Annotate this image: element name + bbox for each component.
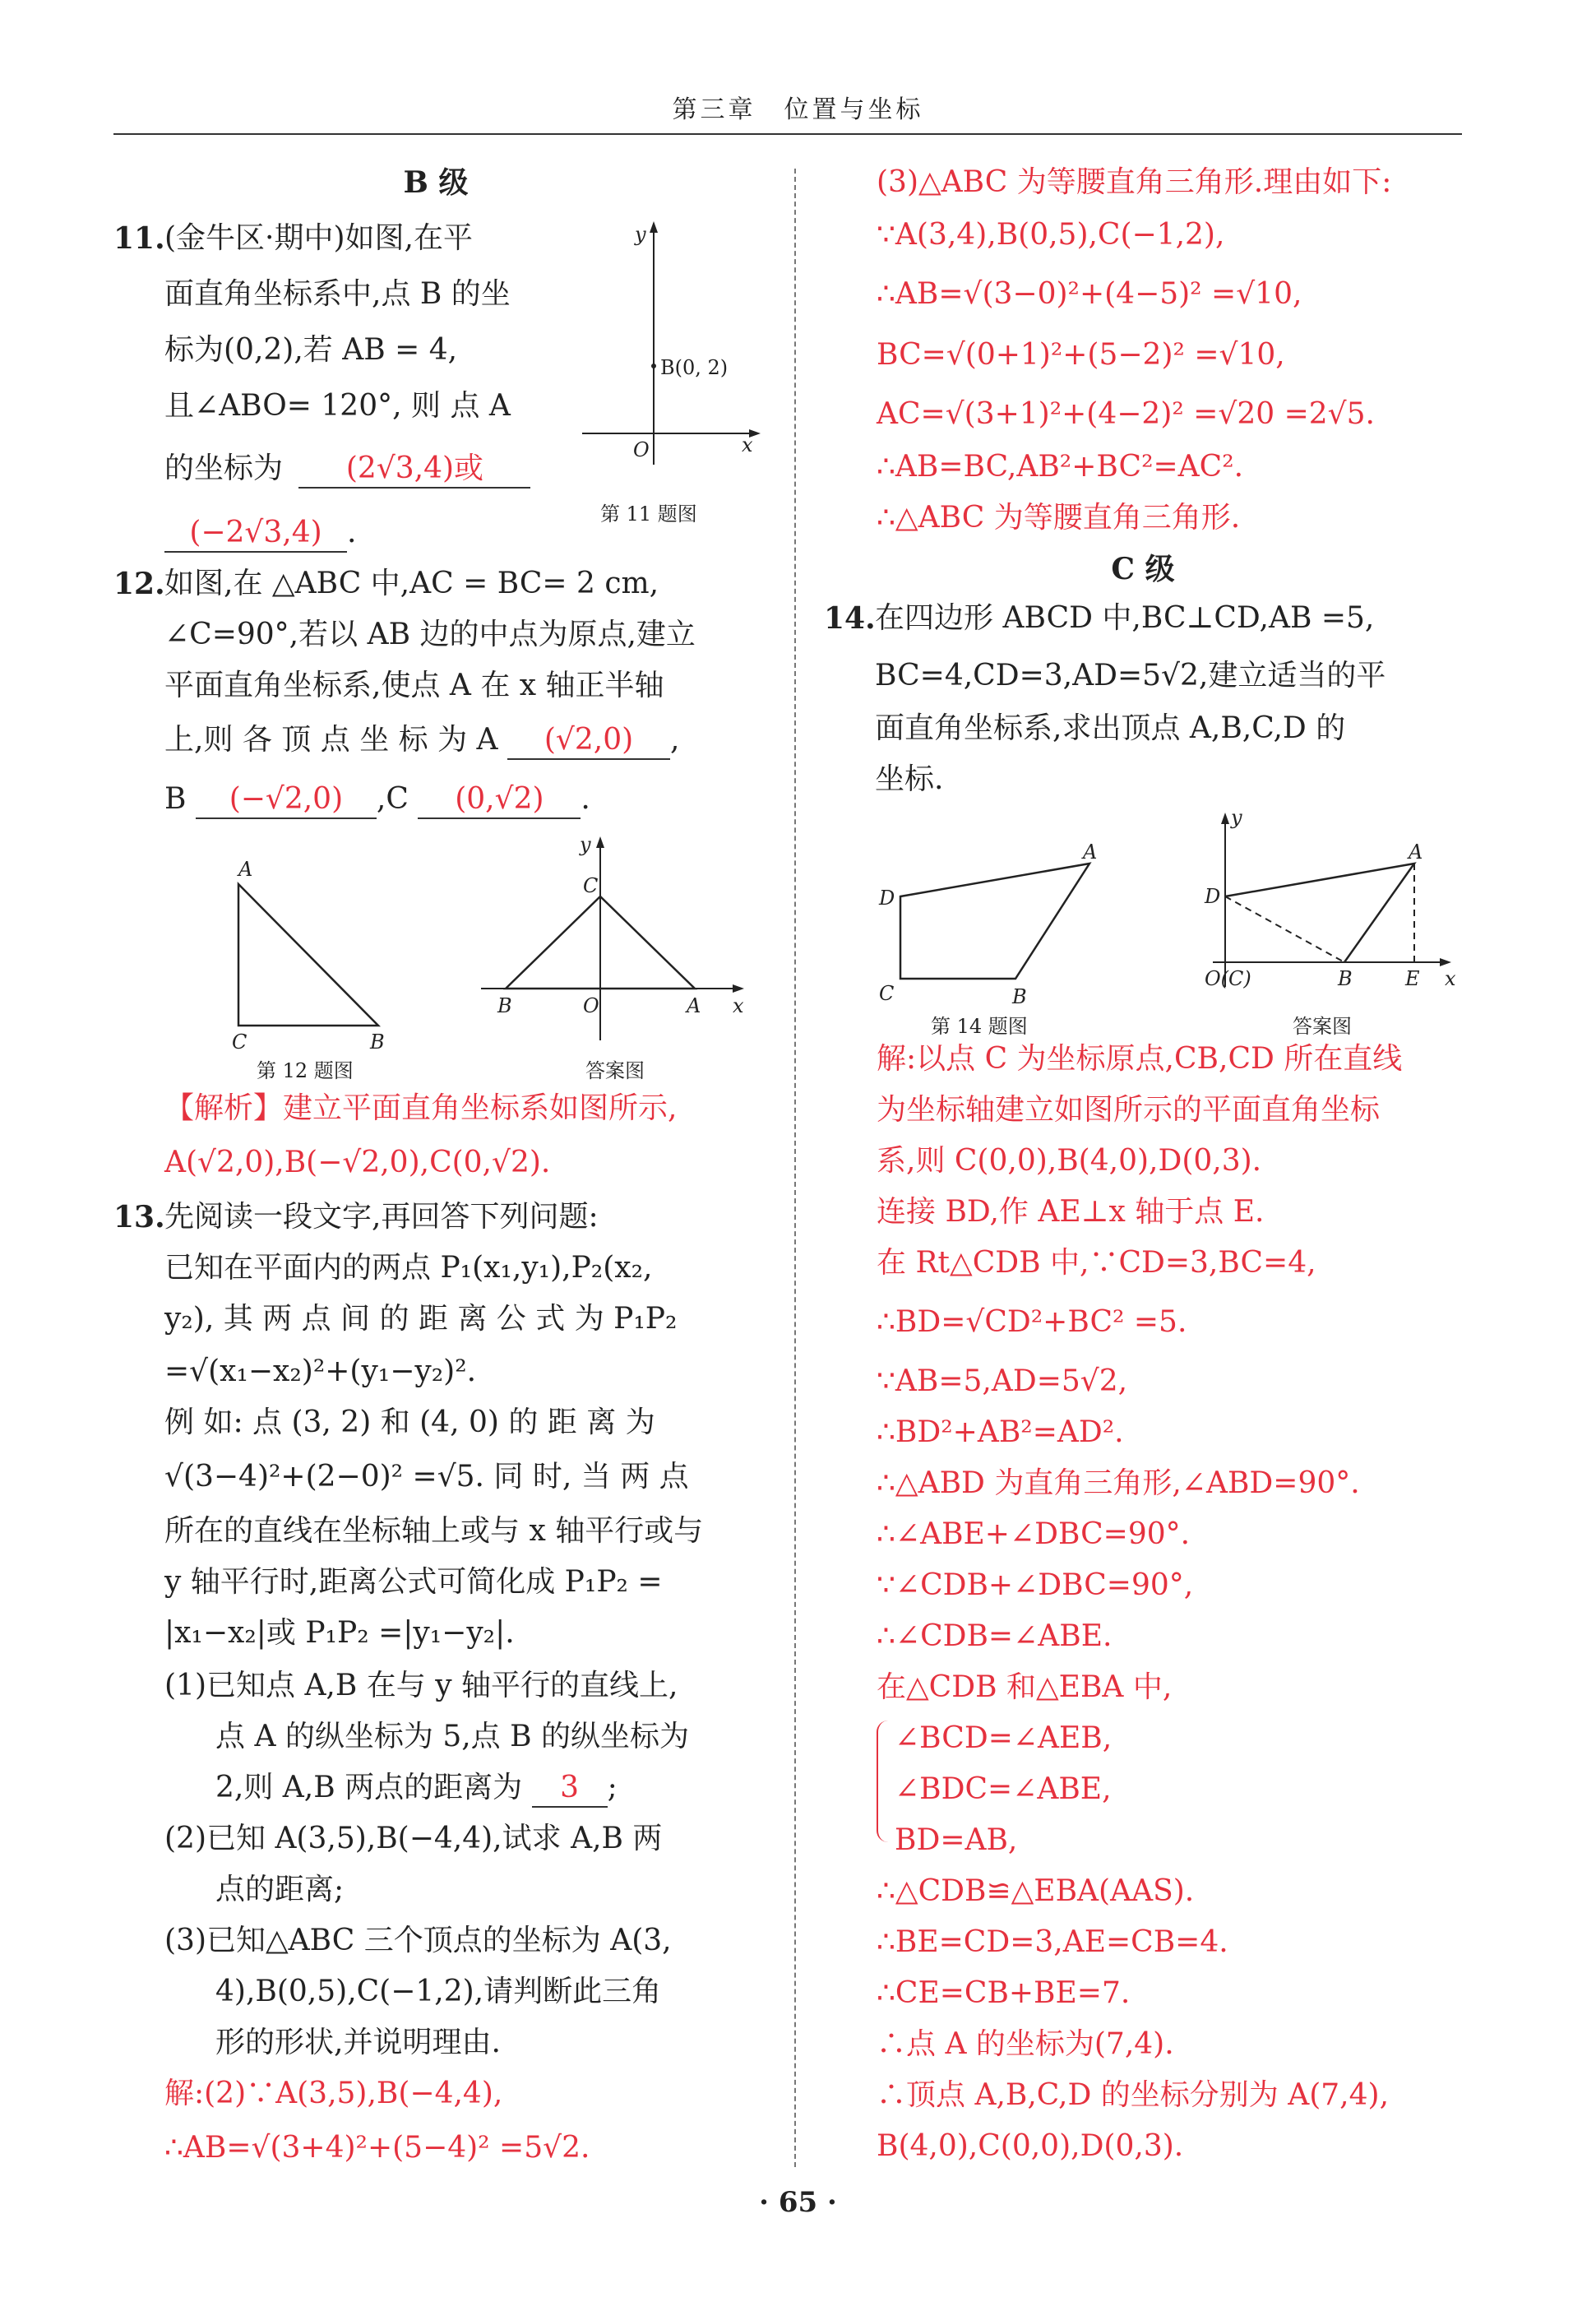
q14-sol-8: ∴△ABD 为直角三角形,∠ABD=90°. (877, 1466, 1360, 1500)
q14-sol-21: B(4,0),C(0,0),D(0,3). (877, 2129, 1184, 2163)
q13-part2-a: (2)已知 A(3,5),B(−4,4),试求 A,B 两 (164, 1822, 663, 1855)
page-number: · 65 · (759, 2186, 837, 2219)
q14-sol-4: 在 Rt△CDB 中,∵CD=3,BC=4, (877, 1246, 1316, 1280)
q12-analysis-2: A(√2,0),B(−√2,0),C(0,√2). (164, 1146, 551, 1179)
q14-line3: 面直角坐标系,求出顶点 A,B,C,D 的 (875, 711, 1346, 745)
q13-part1-a: (1)已知点 A,B 在与 y 轴平行的直线上, (164, 1669, 678, 1702)
q13-sol3-line-5: ∴AB=BC,AB²+BC²=AC². (877, 450, 1244, 484)
q12-fig1-c: C (232, 1030, 247, 1054)
column-divider (794, 169, 796, 2167)
q14-sol-13: ∠BCD=∠AEB, (895, 1721, 1113, 1755)
q13-part3-a: (3)已知△ABC 三个顶点的坐标为 A(3, (164, 1924, 672, 1957)
q14-fig1-d: D (879, 887, 895, 910)
chapter-header: 第三章 位置与坐标 (672, 95, 924, 124)
q13-number: 13. (113, 1200, 165, 1234)
q13-line3: y₂), 其 两 点 间 的 距 离 公 式 为 P₁P₂ (164, 1302, 678, 1336)
q14-ans-y-arrow (1221, 813, 1229, 824)
q11-label-x: x (742, 433, 753, 456)
q11-line5 (164, 451, 530, 489)
q14-sol-16: ∴△CDB≌△EBA(AAS). (877, 1874, 1195, 1908)
header-rule (113, 133, 1462, 135)
q11-label-y: y (635, 223, 646, 246)
q12-line3: 平面直角坐标系,使点 A 在 x 轴正半轴 (164, 669, 664, 702)
q13-part2-b: 点的距离; (215, 1873, 345, 1906)
q11-y-arrow (650, 221, 658, 233)
q11-line1: (金牛区·期中)如图,在平 (164, 221, 473, 255)
q13-sol3-line-3: BC=√(0+1)²+(5−2)² =√10, (877, 338, 1285, 372)
q13-sol3-line-6: ∴△ABC 为等腰直角三角形. (877, 501, 1241, 535)
q13-line8: y 轴平行时,距离公式可简化成 P₁P₂ = (164, 1565, 663, 1599)
q12-fig2-caption: 答案图 (585, 1059, 645, 1082)
q14-line4: 坐标. (875, 762, 944, 796)
q14-sol-19: ∴点 A 的坐标为(7,4). (877, 2027, 1174, 2061)
q13-solution-2: ∴AB=√(3+4)²+(5−4)² =5√2. (164, 2131, 590, 2165)
q12-answer-figure (473, 827, 752, 1049)
q14-answer-figure (1188, 806, 1468, 1003)
q12-comma: , (670, 723, 680, 757)
q12-fig2-b: B (497, 994, 512, 1017)
q12-fig1-caption: 第 12 题图 (257, 1059, 354, 1082)
q13-part1-b: 点 A 的纵坐标为 5,点 B 的纵坐标为 (215, 1720, 690, 1753)
q12-line4-prefix: 上,则 各 顶 点 坐 标 为 A (164, 723, 498, 757)
q13-part1-answer: 3 (532, 1770, 608, 1808)
q12-fig2-o: O (583, 994, 599, 1017)
q14-sol-5: ∴BD=√CD²+BC² =5. (877, 1305, 1187, 1339)
q12-fig2-y: y (580, 833, 591, 856)
q11-fig-caption: 第 11 题图 (600, 502, 697, 526)
q12-triangle (238, 884, 378, 1026)
q12-ans-x-arrow (733, 984, 744, 993)
q14-figure (867, 839, 1122, 1012)
q14-fig1-b: B (1012, 985, 1027, 1008)
q14-sol-3: 连接 BD,作 AE⊥x 轴于点 E. (877, 1195, 1265, 1229)
q13-part1-c (215, 1770, 618, 1808)
q14-sol-17: ∴BE=CD=3,AE=CB=4. (877, 1925, 1228, 1959)
q14-fig2-y: y (1231, 806, 1242, 829)
q12-fig1-a: A (238, 858, 253, 881)
q14-ans-path (1225, 864, 1414, 962)
q13-part1-c-text: 2,则 A,B 两点的距离为 (215, 1771, 523, 1804)
q12-line1: 如图,在 △ABC 中,AC = BC= 2 cm, (164, 567, 659, 600)
q14-sol-15: BD=AB, (895, 1823, 1018, 1857)
q13-solution-1: 解:(2)∵A(3,5),B(−4,4), (164, 2077, 503, 2110)
q11-label-b: B(0, 2) (660, 356, 729, 379)
q12-answer-b: (−√2,0) (196, 781, 377, 819)
q14-fig2-e: E (1405, 967, 1420, 990)
q12-number: 12. (113, 567, 165, 601)
q12-b-prefix: B (164, 782, 187, 816)
q13-line2: 已知在平面内的两点 P₁(x₁,y₁),P₂(x₂, (164, 1251, 653, 1285)
q11-label-o: O (633, 438, 650, 461)
q13-sol3-line-2: ∴AB=√(3−0)²+(4−5)² =√10, (877, 277, 1302, 311)
q14-sol-20: ∴顶点 A,B,C,D 的坐标分别为 A(7,4), (877, 2078, 1390, 2112)
q12-fig1-b: B (370, 1030, 385, 1054)
q12-end: . (581, 782, 590, 816)
q12-fig2-a: A (687, 994, 701, 1017)
q14-line2: BC=4,CD=3,AD=5√2,建立适当的平 (875, 659, 1386, 692)
q12-line2: ∠C=90°,若以 AB 边的中点为原点,建立 (164, 618, 696, 651)
q14-sol-0: 解:以点 C 为坐标原点,CB,CD 所在直线 (877, 1042, 1403, 1076)
q12-c-prefix: ,C (376, 782, 409, 816)
q12-figure (214, 851, 411, 1065)
q13-sol3-line-1: ∵A(3,4),B(0,5),C(−1,2), (877, 218, 1225, 252)
q13-part1-end: ; (607, 1771, 618, 1804)
q13-sol3-line-0: (3)△ABC 为等腰直角三角形.理由如下: (877, 165, 1392, 199)
q11-end: . (347, 516, 357, 549)
q14-fig2-caption: 答案图 (1293, 1015, 1352, 1038)
q14-sol-12: 在△CDB 和△EBA 中, (877, 1670, 1173, 1704)
q14-sol-2: 系,则 C(0,0),B(4,0),D(0,3). (877, 1144, 1262, 1178)
q11-line5-prefix: 的坐标为 (164, 452, 284, 485)
q13-line4: =√(x₁−x₂)²+(y₁−y₂)². (164, 1355, 477, 1388)
q12-fig2-c: C (583, 874, 599, 897)
q14-line1: 在四边形 ABCD 中,BC⊥CD,AB =5, (875, 601, 1375, 635)
q14-fig2-a: A (1409, 841, 1423, 864)
q12-line5 (164, 781, 590, 819)
q14-sol-10: ∵∠CDB+∠DBC=90°, (877, 1568, 1194, 1602)
q14-sol-6: ∵AB=5,AD=5√2, (877, 1364, 1128, 1398)
q14-fig2-d: D (1205, 885, 1221, 908)
q14-fig2-b: B (1338, 967, 1353, 990)
q11-number: 11. (113, 221, 165, 256)
q13-line9: |x₁−x₂|或 P₁P₂ =|y₁−y₂|. (164, 1616, 515, 1650)
q14-sol-7: ∴BD²+AB²=AD². (877, 1415, 1124, 1449)
q14-fig2-x: x (1445, 967, 1456, 990)
level-c-heading: C 级 (1111, 552, 1175, 586)
q14-sol-9: ∴∠ABE+∠DBC=90°. (877, 1517, 1191, 1551)
q14-ans-x-arrow (1440, 958, 1451, 966)
q14-quadrilateral (900, 864, 1089, 979)
q13-sol3-line-4: AC=√(3+1)²+(4−2)² =√20 =2√5. (877, 397, 1375, 431)
q12-answer-a: (√2,0) (507, 722, 670, 760)
q13-line6: √(3−4)²+(2−0)² =√5. 同 时, 当 两 点 (164, 1460, 689, 1494)
q12-ans-y-arrow (596, 836, 604, 848)
q14-fig1-caption: 第 14 题图 (931, 1015, 1028, 1038)
q11-line3: 标为(0,2),若 AB = 4, (164, 333, 458, 367)
q14-number: 14. (824, 601, 876, 636)
q14-fig1-c: C (879, 982, 895, 1005)
q12-analysis-1: 【解析】建立平面直角坐标系如图所示, (164, 1091, 678, 1125)
q14-system-brace (877, 1721, 890, 1842)
q13-line7: 所在的直线在坐标轴上或与 x 轴平行或与 (164, 1514, 704, 1548)
q11-figure (576, 218, 773, 481)
q13-line5: 例 如: 点 (3, 2) 和 (4, 0) 的 距 离 为 (164, 1406, 655, 1439)
q11-point-b (651, 364, 656, 368)
q11-answer2: (−2√3,4) (164, 515, 347, 553)
q14-ans-bd (1225, 896, 1344, 962)
q11-line2: 面直角坐标系中,点 B 的坐 (164, 277, 511, 311)
q12-line4 (164, 722, 679, 760)
q13-line1: 先阅读一段文字,再回答下列问题: (164, 1200, 599, 1234)
q14-sol-1: 为坐标轴建立如图所示的平面直角坐标 (877, 1093, 1381, 1127)
q14-sol-14: ∠BDC=∠ABE, (895, 1772, 1112, 1806)
q13-part3-b: 4),B(0,5),C(−1,2),请判断此三角 (215, 1975, 662, 2008)
q14-sol-11: ∴∠CDB=∠ABE. (877, 1619, 1113, 1653)
q11-line4: 且∠ABO= 120°, 则 点 A (164, 389, 511, 423)
level-b-heading: B 级 (403, 165, 469, 200)
q14-fig1-a: A (1083, 841, 1098, 864)
q11-answer1: (2√3,4)或 (298, 451, 530, 489)
q11-line6 (164, 515, 356, 553)
q12-answer-c: (0,√2) (418, 781, 581, 819)
q14-sol-18: ∴CE=CB+BE=7. (877, 1976, 1131, 2010)
q13-part3-c: 形的形状,并说明理由. (215, 2026, 501, 2059)
q12-fig2-x: x (733, 994, 744, 1017)
q14-fig2-oc: O(C) (1205, 967, 1251, 990)
